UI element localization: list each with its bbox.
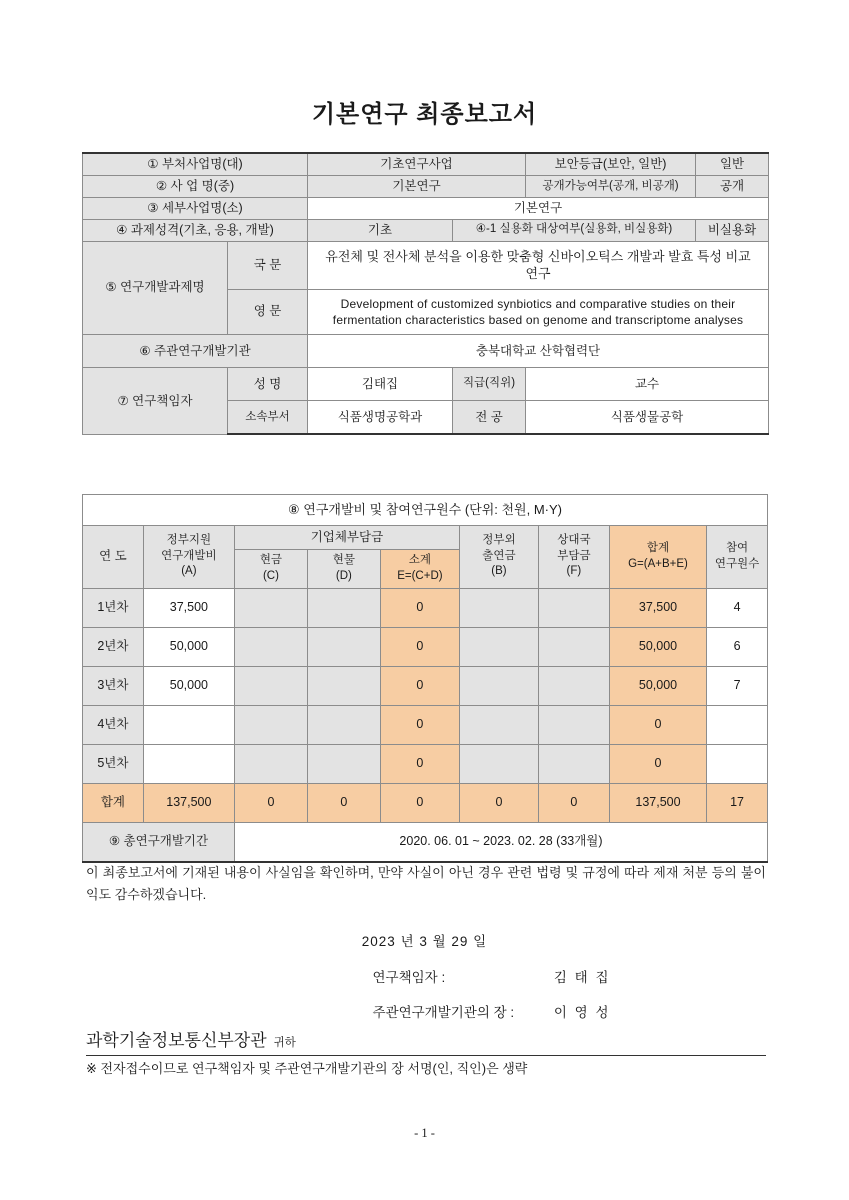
cell-staff-count <box>707 744 768 783</box>
pi-signature-row <box>0 966 849 986</box>
grand-total-line2: G=(A+B+E) <box>628 557 688 570</box>
col-header-staff-count <box>707 525 768 588</box>
security-level-label: 보안등급(보안, 일반) <box>526 153 696 175</box>
cell-inkind <box>307 627 380 666</box>
col-header-grand-total <box>609 525 706 588</box>
cell-cash <box>234 627 307 666</box>
row-year-label: 1년차 <box>83 588 144 627</box>
security-level-value: 일반 <box>696 153 769 175</box>
table-row <box>83 666 768 705</box>
cell-partner <box>538 744 609 783</box>
cell-gov-funding: 50,000 <box>143 627 234 666</box>
pi-name-label: 성 명 <box>228 367 308 400</box>
cell-nongov <box>459 627 538 666</box>
table-row <box>83 588 768 627</box>
korean-title-label: 국 문 <box>228 241 308 289</box>
total-subtotal: 0 <box>380 783 459 822</box>
pi-dept-value: 식품생명공학과 <box>308 401 453 435</box>
cell-gov-funding <box>143 705 234 744</box>
cash-line2: (C) <box>262 569 279 582</box>
cell-partner <box>538 666 609 705</box>
staff-line2: 연구원수 <box>714 557 760 570</box>
total-cash: 0 <box>234 783 307 822</box>
pi-major-value: 식품생물공학 <box>526 401 769 435</box>
gov-funding-line3: (A) <box>181 565 197 578</box>
table-row <box>83 219 769 241</box>
cell-gov-funding: 50,000 <box>143 666 234 705</box>
english-title-value: Development of customized synbiotics and comparative studies on their fermentation characteristics based on genome and transcriptome analyses <box>308 289 769 334</box>
row-year-label: 3년차 <box>83 666 144 705</box>
subtotal-line1: 소계 <box>408 554 431 567</box>
table-row <box>83 367 769 400</box>
cell-partner <box>538 627 609 666</box>
pi-section-label: ⑦ 연구책임자 <box>83 367 228 434</box>
disclosure-value: 공개 <box>696 175 769 197</box>
cell-inkind <box>307 705 380 744</box>
cell-cash <box>234 666 307 705</box>
cell-gov-funding <box>143 744 234 783</box>
cell-grand-total: 37,500 <box>609 588 706 627</box>
cell-staff-count <box>707 705 768 744</box>
research-period-row <box>83 822 768 862</box>
table-row <box>83 334 769 367</box>
cell-grand-total: 50,000 <box>609 666 706 705</box>
budget-header-row-1 <box>83 525 768 549</box>
gov-funding-line2: 연구개발비 <box>161 549 217 562</box>
confirmation-statement: 이 최종보고서에 기재된 내용이 사실임을 확인하며, 만약 사실이 아닌 경우 관련 법령 및 규정에 따라 제재 처분 등의 불이익도 감수하겠습니다. <box>86 865 766 903</box>
total-grand-total: 137,500 <box>609 783 706 822</box>
table-row <box>83 744 768 783</box>
col-header-partner-country <box>538 525 609 588</box>
pi-name-value: 김태집 <box>308 367 453 400</box>
cell-subtotal: 0 <box>380 666 459 705</box>
partner-line3: (F) <box>566 565 582 578</box>
row-year-label: 4년차 <box>83 705 144 744</box>
korean-title-value: 유전체 및 전사체 분석을 이용한 맞춤형 신바이오틱스 개발과 발효 특성 비교 연구 <box>308 241 769 289</box>
col-header-subtotal <box>380 549 459 588</box>
cell-nongov <box>459 666 538 705</box>
total-inkind: 0 <box>307 783 380 822</box>
cell-partner <box>538 588 609 627</box>
subprogram-label: ③ 세부사업명(소) <box>83 197 308 219</box>
commercialization-label: ④-1 실용화 대상여부(실용화, 비실용화) <box>453 219 696 241</box>
col-header-year: 연 도 <box>83 525 144 588</box>
page-title: 기본연구 최종보고서 <box>311 101 538 128</box>
host-institution-label: ⑥ 주관연구개발기관 <box>83 334 308 367</box>
row-year-label: 5년차 <box>83 744 144 783</box>
cell-subtotal: 0 <box>380 627 459 666</box>
project-title-label: ⑤ 연구개발과제명 <box>83 241 228 334</box>
page-number: - 1 - <box>414 1126 435 1140</box>
total-staff-count: 17 <box>707 783 768 822</box>
table-row <box>83 241 769 289</box>
nongov-line1: 정부외 <box>482 534 516 547</box>
org-signature-row <box>0 1001 849 1021</box>
project-type-label: ④ 과제성격(기초, 응용, 개발) <box>83 219 308 241</box>
pi-signature-label: 연구책임자 : <box>372 970 446 985</box>
cell-subtotal: 0 <box>380 744 459 783</box>
row-year-label: 2년차 <box>83 627 144 666</box>
col-header-nongov-grant <box>459 525 538 588</box>
inkind-line1: 현물 <box>332 554 355 567</box>
partner-line1: 상대국 <box>557 534 591 547</box>
table-row <box>83 627 768 666</box>
cell-inkind <box>307 666 380 705</box>
pi-dept-label: 소속부서 <box>228 401 308 435</box>
cell-subtotal: 0 <box>380 705 459 744</box>
ministry-program-value: 기초연구사업 <box>308 153 526 175</box>
research-period-label: ⑨ 총연구개발기간 <box>83 822 235 862</box>
cell-staff-count: 7 <box>707 666 768 705</box>
pi-position-value: 교수 <box>526 367 769 400</box>
col-header-inkind <box>307 549 380 588</box>
cell-partner <box>538 705 609 744</box>
cell-staff-count: 6 <box>707 627 768 666</box>
english-title-label: 영 문 <box>228 289 308 334</box>
cell-inkind <box>307 588 380 627</box>
research-period-value: 2020. 06. 01 ~ 2023. 02. 28 (33개월) <box>234 822 767 862</box>
cell-cash <box>234 744 307 783</box>
cell-cash <box>234 705 307 744</box>
inkind-line2: (D) <box>335 569 352 582</box>
program-name-value: 기본연구 <box>308 175 526 197</box>
minister-title: 과학기술정보통신부장관 <box>86 1031 267 1050</box>
electronic-submission-note: ※ 전자접수이므로 연구책임자 및 주관연구개발기관의 장 서명(인, 직인)은 생략 <box>86 1061 528 1076</box>
pi-position-label: 직급(직위) <box>453 367 526 400</box>
org-signature-name: 이 영 성 <box>553 1005 611 1020</box>
cash-line1: 현금 <box>259 554 283 567</box>
total-gov-funding: 137,500 <box>143 783 234 822</box>
pi-major-label: 전 공 <box>453 401 526 435</box>
disclosure-label: 공개가능여부(공개, 비공개) <box>526 175 696 197</box>
cell-grand-total: 50,000 <box>609 627 706 666</box>
cell-nongov <box>459 588 538 627</box>
pi-signature-name: 김 태 집 <box>553 970 611 985</box>
total-row-label: 합계 <box>83 783 144 822</box>
table-row <box>83 153 769 175</box>
table-row <box>83 197 769 219</box>
cell-nongov <box>459 705 538 744</box>
partner-line2: 부담금 <box>557 549 591 562</box>
table-row <box>83 705 768 744</box>
ministry-program-label: ① 부처사업명(대) <box>83 153 308 175</box>
cell-staff-count: 4 <box>707 588 768 627</box>
signature-date: 2023 년 3 월 29 일 <box>361 934 488 949</box>
project-info-table <box>82 152 769 435</box>
program-name-label: ② 사 업 명(중) <box>83 175 308 197</box>
cell-inkind <box>307 744 380 783</box>
cell-grand-total: 0 <box>609 705 706 744</box>
budget-section-title-row <box>83 495 768 526</box>
budget-section-title: ⑧ 연구개발비 및 참여연구원수 (단위: 천원, M·Y) <box>83 495 768 526</box>
cell-grand-total: 0 <box>609 744 706 783</box>
col-header-cash <box>234 549 307 588</box>
total-nongov: 0 <box>459 783 538 822</box>
subprogram-value: 기본연구 <box>308 197 769 219</box>
gov-funding-line1: 정부지원 <box>166 534 212 547</box>
subtotal-line2: E=(C+D) <box>397 569 443 582</box>
total-partner: 0 <box>538 783 609 822</box>
col-header-gov-funding <box>143 525 234 588</box>
col-header-company-contribution: 기업체부담금 <box>234 525 459 549</box>
host-institution-value: 충북대학교 산학협력단 <box>308 334 769 367</box>
addressee-line <box>86 1026 766 1056</box>
minister-honorific: 귀하 <box>273 1037 296 1049</box>
cell-gov-funding: 37,500 <box>143 588 234 627</box>
grand-total-line1: 합계 <box>646 542 670 555</box>
nongov-line3: (B) <box>491 565 507 578</box>
nongov-line2: 출연금 <box>482 549 516 562</box>
project-type-value: 기초 <box>308 219 453 241</box>
cell-subtotal: 0 <box>380 588 459 627</box>
cell-nongov <box>459 744 538 783</box>
org-signature-label: 주관연구개발기관의 장 : <box>372 1005 515 1020</box>
budget-and-staff-table <box>82 494 768 863</box>
table-row <box>83 175 769 197</box>
commercialization-value: 비실용화 <box>696 219 769 241</box>
budget-total-row <box>83 783 768 822</box>
cell-cash <box>234 588 307 627</box>
staff-line1: 참여 <box>725 542 749 555</box>
